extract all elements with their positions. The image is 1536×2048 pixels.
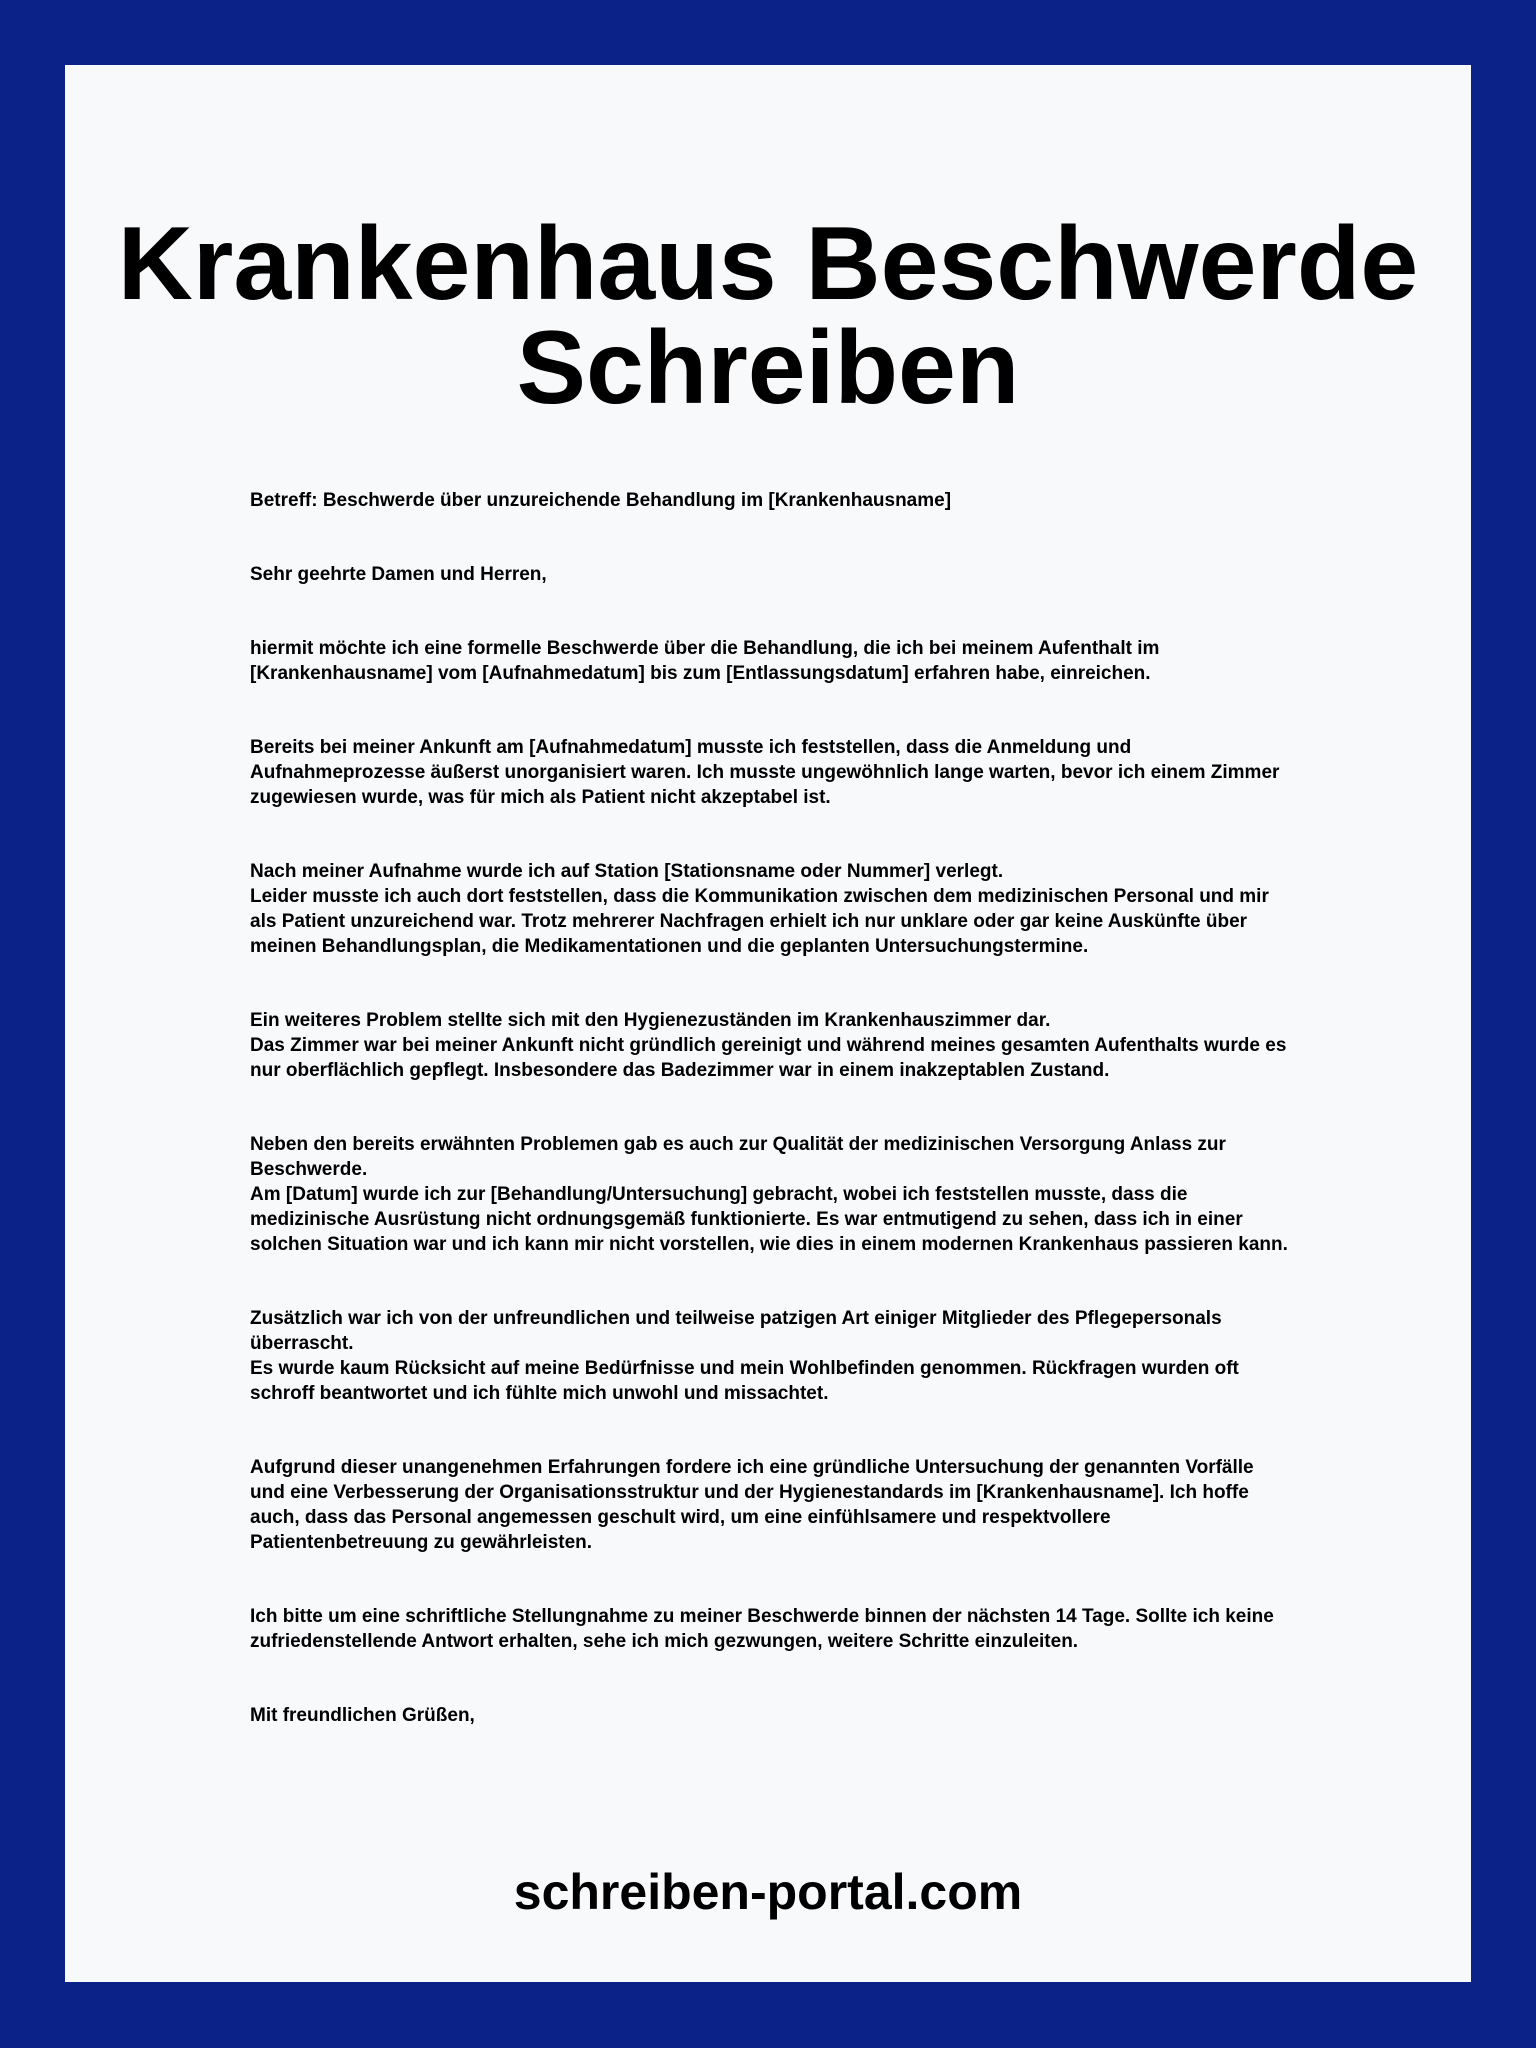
letter-paragraph-3: [250, 859, 1290, 959]
paragraph-4-line-2: Das Zimmer war bei meiner Ankunft nicht gründlich gereinigt und während meines gesamten Aufenthalts wurde es nur oberflächlich gepflegt. Insbesondere das Badezimmer war in einem inakzeptablen Zustand.: [250, 1035, 1287, 1081]
letter-closing: Mit freundlichen Grüßen,: [250, 1705, 475, 1726]
letter-paragraph-5: [250, 1132, 1290, 1257]
document-page: [65, 65, 1471, 1982]
paragraph-3-line-1: Nach meiner Aufnahme wurde ich auf Station [Stationsname oder Nummer] verlegt.: [250, 861, 1004, 882]
paragraph-3-line-2: Leider musste ich auch dort feststellen, dass die Kommunikation zwischen dem medizinischen Personal und mir als Patient unzureichend war. Trotz mehrerer Nachfragen erhielt ich nur unklare oder gar keine Auskünfte über meinen Behandlungsplan, die Medikamentationen und die geplanten Untersuchungstermine.: [250, 886, 1269, 957]
letter-body: [250, 488, 1290, 1728]
letter-paragraph-6: [250, 1306, 1290, 1406]
letter-paragraph-4: [250, 1008, 1290, 1083]
paragraph-6-line-1: Zusätzlich war ich von der unfreundlichen und teilweise patzigen Art einiger Mitglieder des Pflegepersonals überrascht.: [250, 1308, 1222, 1354]
page-title: [65, 206, 1471, 426]
title-line-2: Schreiben: [516, 310, 1020, 426]
letter-salutation: Sehr geehrte Damen und Herren,: [250, 564, 547, 585]
letter-subject: Betreff: Beschwerde über unzureichende Behandlung im [Krankenhausname]: [250, 490, 952, 511]
letter-paragraph-2: Bereits bei meiner Ankunft am [Aufnahmedatum] musste ich feststellen, dass die Anmeldung und Aufnahmeprozesse äußerst unorganisiert waren. Ich musste ungewöhnlich lange warten, bevor ich einem Zimmer zugewiesen wurde, was für mich als Patient nicht akzeptabel ist.: [250, 737, 1280, 808]
paragraph-5-line-1: Neben den bereits erwähnten Problemen gab es auch zur Qualität der medizinischen Versorgung Anlass zur Beschwerde.: [250, 1134, 1226, 1180]
paragraph-6-line-2: Es wurde kaum Rücksicht auf meine Bedürfnisse und mein Wohlbefinden genommen. Rückfragen wurden oft schroff beantwortet und ich fühlte mich unwohl und missachtet.: [250, 1358, 1239, 1404]
letter-paragraph-1: hiermit möchte ich eine formelle Beschwerde über die Behandlung, die ich bei meinem Aufenthalt im [Krankenhausname] vom [Aufnahmedatum] bis zum [Entlassungsdatum] erfahren habe, einreichen.: [250, 638, 1160, 684]
paragraph-4-line-1: Ein weiteres Problem stellte sich mit den Hygienezuständen im Krankenhauszimmer dar.: [250, 1010, 1051, 1031]
footer-website: schreiben-portal.com: [513, 1864, 1023, 1920]
paragraph-5-line-2: Am [Datum] wurde ich zur [Behandlung/Untersuchung] gebracht, wobei ich feststellen musste, dass die medizinische Ausrüstung nicht ordnungsgemäß funktionierte. Es war entmutigend zu sehen, dass ich in einer solchen Situation war und ich kann mir nicht vorstellen, wie dies in einem modernen Krankenhaus passieren kann.: [250, 1184, 1288, 1255]
title-line-1: Krankenhaus Beschwerde: [117, 206, 1419, 322]
letter-paragraph-7: Aufgrund dieser unangenehmen Erfahrungen fordere ich eine gründliche Untersuchung der genannten Vorfälle und eine Verbesserung der Organisationsstruktur und der Hygienestandards im [Krankenhausname]. Ich hoffe auch, dass das Personal angemessen geschult wird, um eine einfühlsamere und respektvollere Patientenbetreuung zu gewährleisten.: [250, 1457, 1254, 1553]
letter-paragraph-8: Ich bitte um eine schriftliche Stellungnahme zu meiner Beschwerde binnen der nächsten 14 Tage. Sollte ich keine zufriedenstellende Antwort erhalten, sehe ich mich gezwungen, weitere Schritte einzuleiten.: [250, 1606, 1274, 1652]
